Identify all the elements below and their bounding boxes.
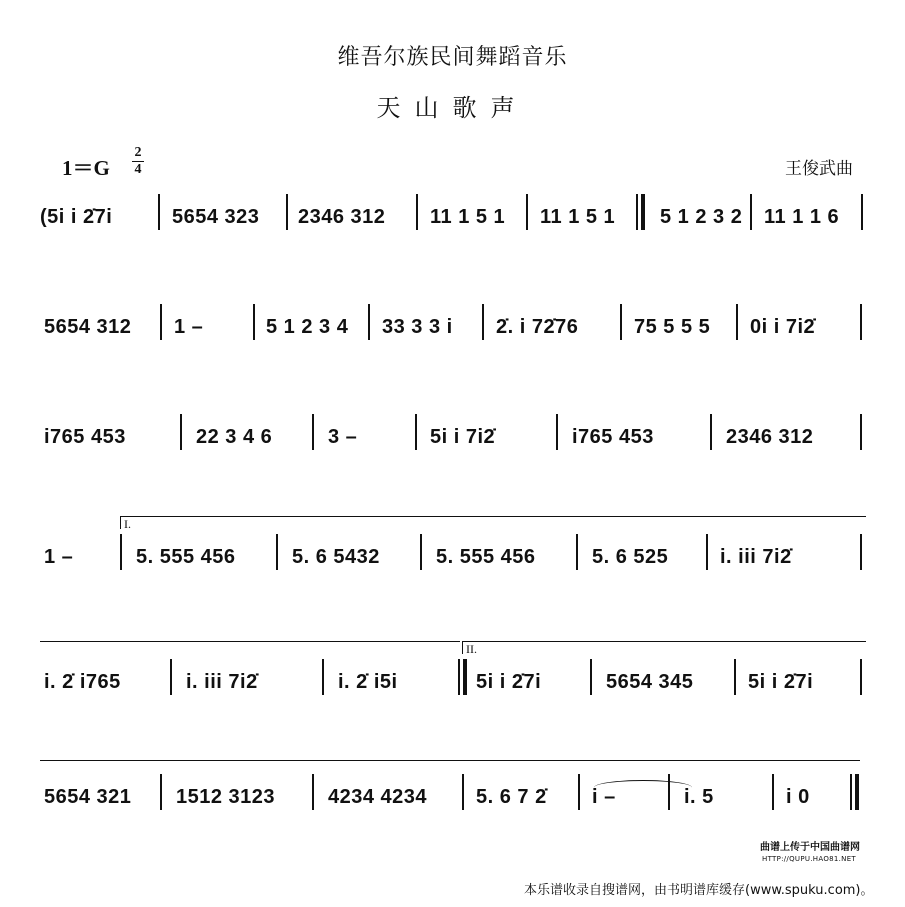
measure: 5654 312 xyxy=(44,316,132,338)
measure: i. 5 xyxy=(684,786,714,808)
measure: 75 5 5 5 xyxy=(634,316,711,338)
measure: 11 1 1 6 xyxy=(764,206,840,228)
measure: 2346 312 xyxy=(726,426,814,448)
measure: 5 1 2 3 2 xyxy=(660,206,743,228)
measure: 1512 3123 xyxy=(176,786,276,808)
meter-bottom: 4 xyxy=(134,162,142,177)
measure: 5. 6 525 xyxy=(592,546,669,568)
measure: i. 2̇ i765 xyxy=(44,671,121,693)
measure: 5654 345 xyxy=(606,671,694,693)
composer: 王俊武曲 xyxy=(785,159,853,179)
measure: 11 1 5 1 xyxy=(430,206,506,228)
measure: i765 453 xyxy=(44,426,126,448)
watermark-site-name: 曲谱上传于中国曲谱网 xyxy=(760,842,860,853)
measure: 1 – xyxy=(44,546,74,568)
measure: 5654 321 xyxy=(44,786,132,808)
staff-row xyxy=(0,517,905,590)
measure: i. iii 7i2̇ xyxy=(186,671,258,693)
measure: i – xyxy=(592,786,616,808)
measure: 11 1 5 1 xyxy=(540,206,616,228)
key-signature: 1＝G xyxy=(62,156,110,180)
measure: 5 1 2 3 4 xyxy=(266,316,349,338)
measure: 3 – xyxy=(328,426,358,448)
source-note: 本乐谱收录自搜谱网，由书明谱库缓存(www.spuku.com)。 xyxy=(524,883,874,898)
staff-row xyxy=(0,190,905,250)
measure: 5i i 7i2̇ xyxy=(430,426,496,448)
measure: 2346 312 xyxy=(298,206,386,228)
subtitle: 维吾尔族民间舞蹈音乐 xyxy=(337,45,568,70)
measure: (5i i 2̇7i xyxy=(40,206,113,228)
staff-row xyxy=(0,642,905,715)
measure: i. iii 7i2̇ xyxy=(720,546,792,568)
measure: 5i i 2̇7i xyxy=(748,671,814,693)
measure: i765 453 xyxy=(572,426,654,448)
measure: 1 – xyxy=(174,316,204,338)
first-ending-bracket: I. xyxy=(120,516,866,529)
measure: 2̇. i 72̇76 xyxy=(496,316,579,338)
measure: 5i i 2̇7i xyxy=(476,671,542,693)
measure: i. 2̇ i5i xyxy=(338,671,398,693)
staff-row xyxy=(0,410,905,470)
meter-top: 2 xyxy=(134,145,142,160)
song-title: 天山歌声 xyxy=(376,94,529,122)
measure: 22 3 4 6 xyxy=(196,426,273,448)
time-signature xyxy=(132,146,144,177)
measure: 5. 6 7 2̇ xyxy=(476,786,547,808)
staff-row xyxy=(0,300,905,360)
staff-row xyxy=(0,770,905,830)
watermark-url: HTTP://QUPU.HAO81.NET xyxy=(762,855,856,863)
measure: 5654 323 xyxy=(172,206,260,228)
measure: 4234 4234 xyxy=(328,786,428,808)
measure: 33 3 3 i xyxy=(382,316,453,338)
measure: i 0 xyxy=(786,786,810,808)
measure: 5. 555 456 xyxy=(436,546,536,568)
measure: 5. 6 5432 xyxy=(292,546,380,568)
second-ending-bracket: II. xyxy=(462,641,866,654)
measure: 0i i 7i2̇ xyxy=(750,316,816,338)
measure: 5. 555 456 xyxy=(136,546,236,568)
